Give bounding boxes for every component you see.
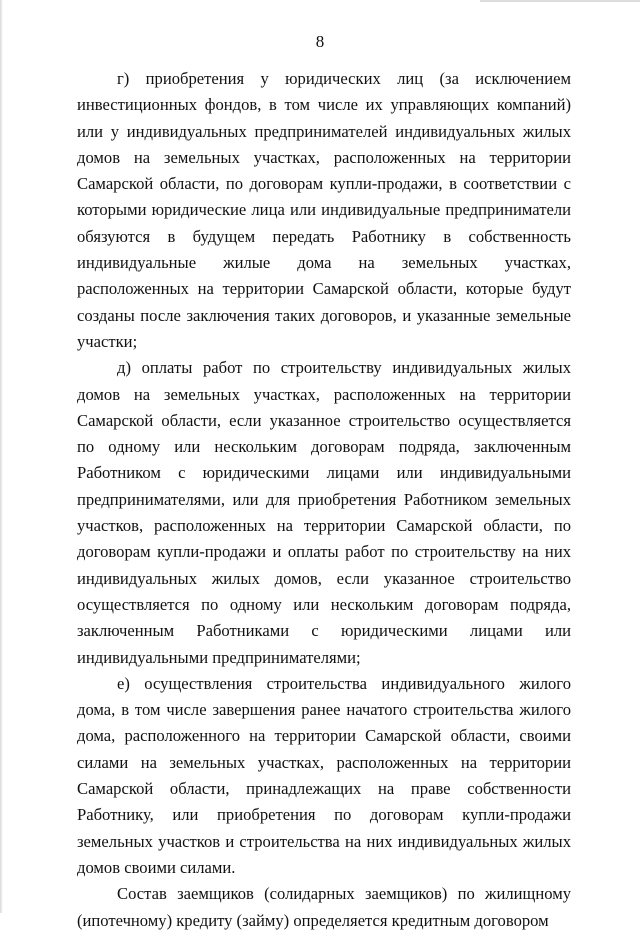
paragraph-borrowers: Состав заемщиков (солидарных заемщиков) по жилищному (ипотечному) кредиту (займу) определяется кредитным договором (77, 884, 571, 930)
paragraph-d: д) оплаты работ по строительству индивидуальных жилых домов на земельных участках, расположенных на территории Самарской области, если указанное строительство осуществляется по одному или нескольким договорам подряда, заключенным Работником с юридическими лицами или индивидуальными предпринимателями, или для приобретения Работником земельных участков, расположенных на территории Самарской области, по договорам купли-продажи и оплаты работ по строительству на них индивидуальных жилых домов, если указанное строительство осуществляется по одному или нескольким договорам подряда, заключенным Работниками с юридическими лицами или индивидуальными предпринимателями; (77, 358, 571, 667)
paragraph-e: е) осуществления строительства индивидуального жилого дома, в том числе завершения ранее начатого строительства жилого дома, расположенного на территории Самарской области, своими силами на земельных участках, расположенных на территории Самарской области, принадлежащих на праве собственности Работнику, или приобретения по договорам купли-продажи земельных участков и строительства на них индивидуальных жилых домов своими силами. (77, 673, 571, 877)
document-body (77, 66, 571, 934)
paragraph-g: г) приобретения у юридических лиц (за исключением инвестиционных фондов, в том числе их управляющих компаний) или у индивидуальных предпринимателей индивидуальных жилых домов на земельных участках, расположенных на территории Самарской области, по договорам купли-продажи, в соответствии с которыми юридические лица или индивидуальные предприниматели обязуются в будущем передать Работнику в собственность индивидуальные жилые дома на земельных участках, расположенных на территории Самарской области, которые будут созданы после заключения таких договоров, и указанные земельные участки; (77, 69, 571, 351)
scan-top-mark (480, 0, 640, 2)
scan-edge-shadow (0, 0, 3, 913)
page-number: 8 (315, 32, 325, 51)
